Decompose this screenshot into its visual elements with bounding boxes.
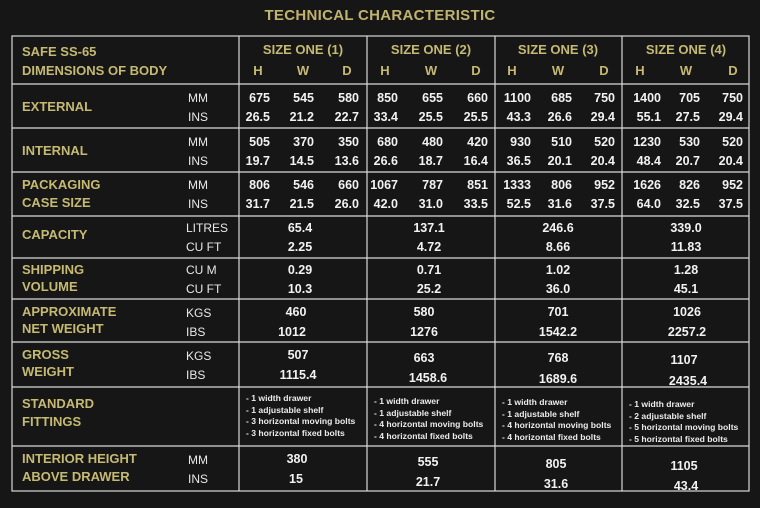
value-cell: 1067	[370, 178, 398, 192]
value-cell: 1626	[633, 178, 661, 192]
unit-label: IBS	[186, 325, 206, 339]
value-cell: 27.5	[675, 110, 700, 124]
dim-h: H	[507, 63, 517, 78]
value-cell: 1105	[670, 459, 698, 473]
value-cell: 660	[338, 178, 359, 192]
value-cell: 2257.2	[667, 325, 707, 339]
value-cell: 20.7	[675, 154, 700, 168]
value-cell: 43.4	[673, 479, 699, 493]
value-cell: 45.1	[673, 282, 699, 296]
value-cell: 37.5	[718, 197, 743, 211]
value-cell: 2.25	[287, 240, 313, 254]
fittings-list	[246, 393, 355, 439]
value-cell: 1.02	[545, 263, 571, 277]
value-cell: 370	[293, 135, 314, 149]
value-cell: 25.5	[418, 110, 443, 124]
fitting-item: - 1 width drawer	[629, 399, 695, 409]
fittings-list	[629, 399, 738, 445]
value-cell: 10.3	[287, 282, 313, 296]
value-cell: 806	[249, 178, 270, 192]
value-cell: 1100	[503, 91, 531, 105]
value-cell: 0.29	[287, 263, 313, 277]
fittings-list	[502, 397, 611, 443]
dim-d: D	[342, 63, 352, 78]
value-cell: 663	[413, 351, 435, 365]
size-header: SIZE ONE (2)	[390, 42, 472, 57]
unit-label: IBS	[186, 368, 206, 382]
value-cell: 555	[417, 455, 439, 469]
fitting-item: - 4 horizontal moving bolts	[502, 420, 612, 430]
fitting-item: - 1 width drawer	[374, 396, 440, 406]
value-cell: 29.4	[590, 110, 615, 124]
fitting-item: - 5 horizontal moving bolts	[629, 422, 739, 432]
value-cell: 37.5	[590, 197, 615, 211]
value-cell: 510	[551, 135, 572, 149]
row-label-net-weight: NET WEIGHT	[22, 321, 104, 336]
value-cell: 1115.4	[279, 368, 317, 382]
value-cell: 0.71	[416, 263, 442, 277]
dim-w: W	[551, 63, 565, 78]
size-header: SIZE ONE (4)	[645, 42, 727, 57]
dim-d: D	[599, 63, 609, 78]
value-cell: 655	[422, 91, 443, 105]
value-cell: 750	[722, 91, 743, 105]
value-cell: 31.7	[245, 197, 270, 211]
value-cell: 26.6	[547, 110, 572, 124]
fittings-list	[374, 396, 483, 442]
value-cell: 36.5	[506, 154, 531, 168]
dim-w: W	[679, 63, 693, 78]
value-cell: 21.2	[289, 110, 314, 124]
dim-d: D	[728, 63, 738, 78]
value-cell: 952	[594, 178, 615, 192]
dim-h: H	[380, 63, 390, 78]
unit-label: INS	[188, 154, 209, 168]
dimensions-label: DIMENSIONS OF BODY	[22, 63, 168, 78]
unit-label: INS	[188, 110, 209, 124]
value-cell: 8.66	[545, 240, 571, 254]
value-cell: 36.0	[545, 282, 571, 296]
value-cell: 4.72	[416, 240, 442, 254]
fitting-item: - 3 horizontal moving bolts	[246, 416, 356, 426]
value-cell: 31.6	[547, 197, 572, 211]
row-label-gross-weight: GROSS	[22, 347, 69, 362]
value-cell: 705	[679, 91, 700, 105]
value-cell: 137.1	[413, 221, 445, 235]
value-cell: 1276	[410, 325, 438, 339]
value-cell: 520	[722, 135, 743, 149]
value-cell: 480	[422, 135, 443, 149]
value-cell: 26.5	[245, 110, 270, 124]
fitting-item: - 1 adjustable shelf	[502, 408, 580, 419]
unit-label: INS	[188, 472, 209, 486]
unit-label: KGS	[186, 306, 212, 320]
value-cell: 1107	[670, 353, 698, 367]
value-cell: 20.4	[590, 154, 615, 168]
row-label-fittings: STANDARD	[22, 396, 94, 411]
dim-w: W	[296, 63, 310, 78]
fitting-item: - 1 adjustable shelf	[374, 407, 452, 418]
unit-label: CU M	[186, 263, 217, 277]
value-cell: 507	[287, 348, 309, 362]
value-cell: 680	[377, 135, 398, 149]
value-cell: 1012	[278, 325, 306, 339]
unit-label: MM	[188, 178, 208, 192]
value-cell: 43.3	[506, 110, 531, 124]
value-cell: 806	[551, 178, 572, 192]
value-cell: 1689.6	[538, 372, 578, 386]
value-cell: 420	[467, 135, 488, 149]
value-cell: 460	[285, 305, 307, 319]
value-cell: 805	[545, 457, 567, 471]
value-cell: 18.7	[418, 154, 443, 168]
value-cell: 505	[249, 135, 270, 149]
value-cell: 26.6	[373, 154, 398, 168]
dim-d: D	[471, 63, 481, 78]
value-cell: 22.7	[334, 110, 359, 124]
fitting-item: - 1 adjustable shelf	[246, 404, 324, 415]
unit-label: MM	[188, 91, 208, 105]
value-cell: 2435.4	[668, 374, 708, 388]
value-cell: 14.5	[289, 154, 314, 168]
value-cell: 33.5	[463, 197, 488, 211]
value-cell: 701	[547, 305, 569, 319]
value-cell: 13.6	[334, 154, 359, 168]
unit-label: CU FT	[186, 240, 222, 254]
value-cell: 52.5	[506, 197, 531, 211]
value-cell: 33.4	[373, 110, 398, 124]
unit-label: CU FT	[186, 282, 222, 296]
value-cell: 1026	[673, 305, 701, 319]
unit-label: KGS	[186, 349, 212, 363]
fitting-item: - 4 horizontal fixed bolts	[374, 430, 473, 441]
value-cell: 31.6	[543, 477, 569, 491]
model-label: SAFE SS-65	[22, 44, 97, 59]
fitting-item: - 1 width drawer	[502, 397, 568, 407]
row-label-packaging: CASE SIZE	[22, 195, 91, 210]
unit-label: LITRES	[186, 221, 229, 235]
value-cell: 42.0	[373, 197, 398, 211]
value-cell: 16.4	[463, 154, 488, 168]
value-cell: 20.4	[718, 154, 743, 168]
value-cell: 1.28	[673, 263, 699, 277]
row-label-shipping: SHIPPING	[22, 262, 85, 277]
value-cell: 850	[377, 91, 398, 105]
value-cell: 25.5	[463, 110, 488, 124]
value-cell: 21.5	[289, 197, 314, 211]
value-cell: 660	[467, 91, 488, 105]
row-label-fittings: FITTINGS	[22, 414, 82, 429]
value-cell: 545	[293, 91, 314, 105]
value-cell: 530	[679, 135, 700, 149]
value-cell: 1458.6	[408, 371, 448, 385]
value-cell: 246.6	[542, 221, 574, 235]
fitting-item: - 4 horizontal fixed bolts	[502, 431, 601, 442]
value-cell: 19.7	[245, 154, 270, 168]
value-cell: 64.0	[636, 197, 661, 211]
value-cell: 580	[338, 91, 359, 105]
size-header: SIZE ONE (1)	[262, 42, 344, 57]
row-label-net-weight: APPROXIMATE	[22, 304, 117, 319]
value-cell: 65.4	[287, 221, 313, 235]
value-cell: 339.0	[670, 221, 702, 235]
fitting-item: - 4 horizontal moving bolts	[374, 419, 484, 429]
value-cell: 26.0	[334, 197, 359, 211]
dim-w: W	[424, 63, 438, 78]
value-cell: 31.0	[418, 197, 443, 211]
value-cell: 952	[722, 178, 743, 192]
value-cell: 20.1	[547, 154, 572, 168]
value-cell: 685	[551, 91, 572, 105]
value-cell: 675	[249, 91, 270, 105]
value-cell: 380	[286, 452, 308, 466]
row-label-interior-height: INTERIOR HEIGHT	[22, 451, 137, 466]
value-cell: 25.2	[416, 282, 442, 296]
fitting-item: - 2 adjustable shelf	[629, 410, 707, 421]
value-cell: 55.1	[636, 110, 661, 124]
page-title: TECHNICAL CHARACTERISTIC	[264, 7, 496, 24]
value-cell: 826	[679, 178, 700, 192]
row-label-interior-height: ABOVE DRAWER	[22, 469, 130, 484]
dim-h: H	[635, 63, 645, 78]
fitting-item: - 1 width drawer	[246, 393, 312, 403]
value-cell: 851	[467, 178, 488, 192]
row-label-capacity: CAPACITY	[22, 227, 88, 242]
value-cell: 1230	[633, 135, 661, 149]
row-label-external: EXTERNAL	[22, 99, 93, 114]
fitting-item: - 3 horizontal fixed bolts	[246, 427, 345, 438]
row-label-gross-weight: WEIGHT	[22, 364, 74, 379]
value-cell: 11.83	[670, 240, 702, 254]
value-cell: 930	[510, 135, 531, 149]
value-cell: 750	[594, 91, 615, 105]
fitting-item: - 5 horizontal fixed bolts	[629, 433, 728, 444]
value-cell: 1333	[503, 178, 531, 192]
value-cell: 546	[293, 178, 314, 192]
value-cell: 768	[547, 351, 569, 365]
dim-h: H	[253, 63, 263, 78]
size-header: SIZE ONE (3)	[517, 42, 599, 57]
unit-label: INS	[188, 197, 209, 211]
value-cell: 32.5	[675, 197, 700, 211]
value-cell: 580	[413, 305, 435, 319]
value-cell: 787	[422, 178, 443, 192]
value-cell: 15	[289, 472, 303, 486]
value-cell: 21.7	[415, 475, 441, 489]
value-cell: 1542.2	[538, 325, 578, 339]
row-label-shipping: VOLUME	[22, 279, 78, 294]
value-cell: 29.4	[718, 110, 743, 124]
value-cell: 48.4	[636, 154, 661, 168]
value-cell: 350	[338, 135, 359, 149]
value-cell: 520	[594, 135, 615, 149]
row-label-internal: INTERNAL	[22, 143, 88, 158]
row-label-packaging: PACKAGING	[22, 177, 101, 192]
unit-label: MM	[188, 453, 208, 467]
unit-label: MM	[188, 135, 208, 149]
value-cell: 1400	[633, 91, 661, 105]
